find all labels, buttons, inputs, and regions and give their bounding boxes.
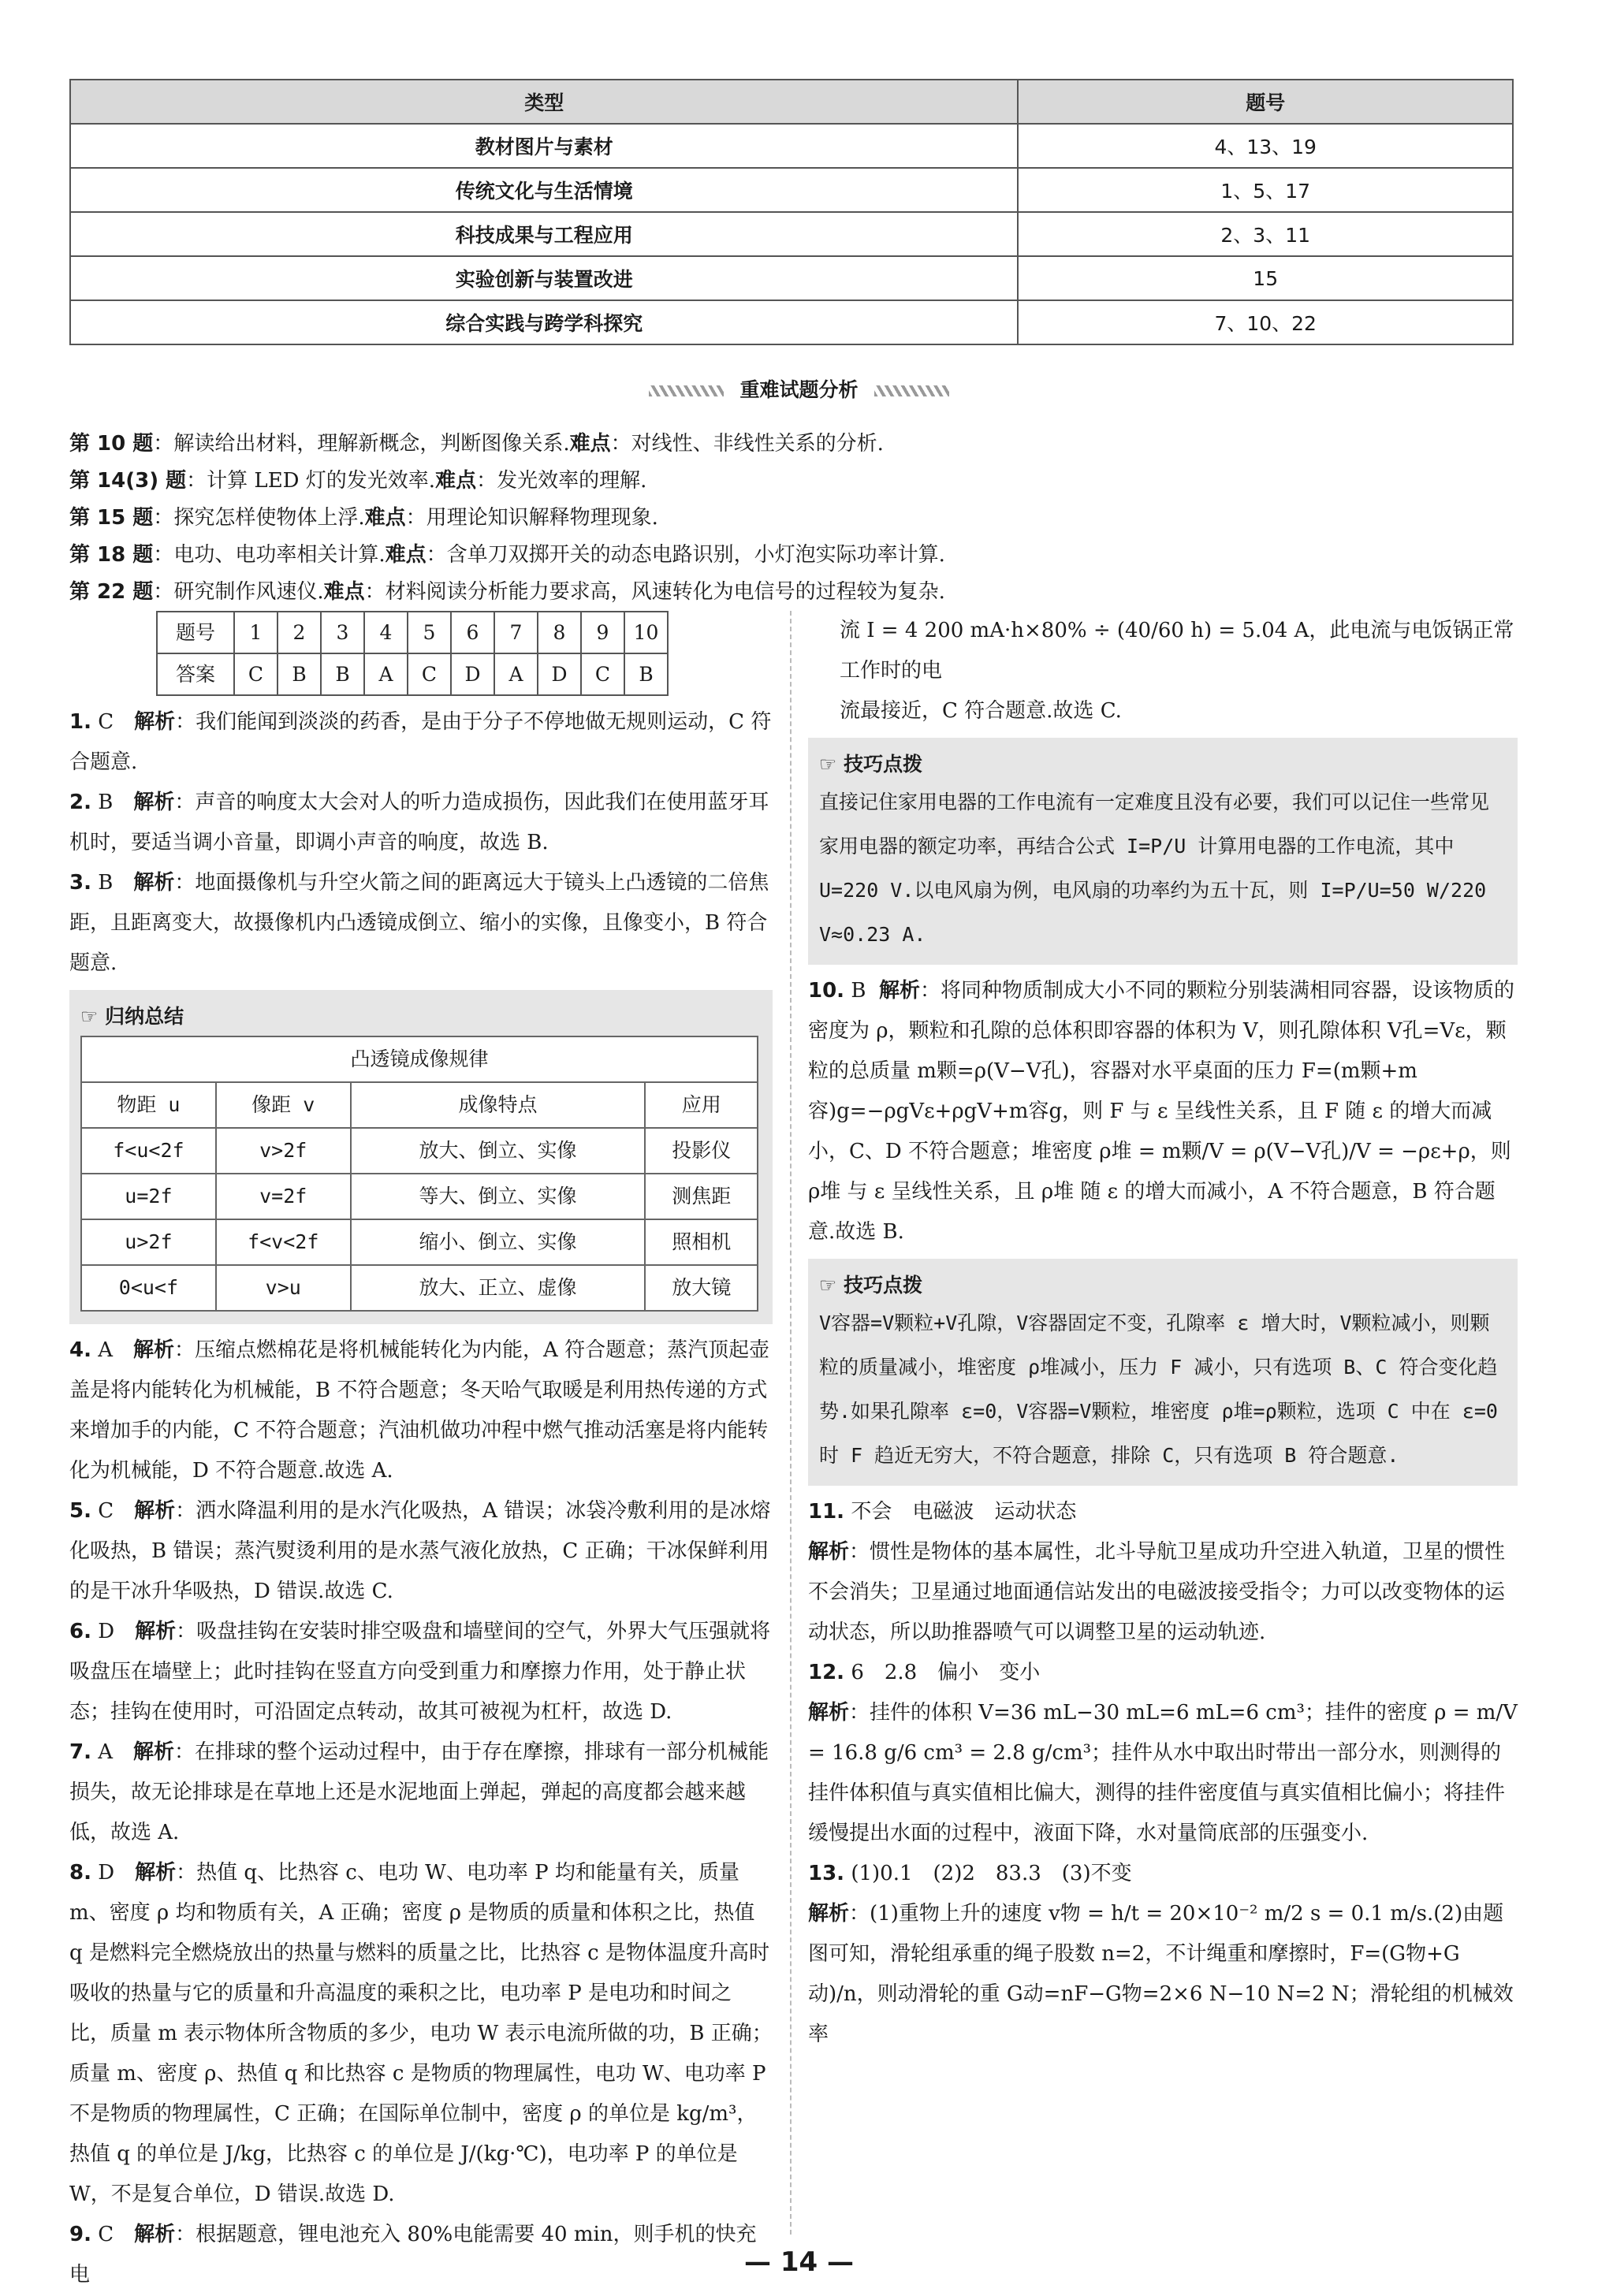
lens-table-cell: u>2f	[81, 1219, 216, 1265]
item-number: 4.	[69, 1338, 91, 1362]
item-answer: C	[98, 2223, 114, 2246]
tip1-head-text: 技巧点拨	[844, 753, 923, 776]
answer-table	[156, 611, 669, 696]
answer-number-cell: 1	[234, 612, 278, 653]
analysis-line: 第 14(3) 题：计算 LED 灯的发光效率.难点：发光效率的理解.	[69, 469, 647, 493]
answer-letter-cell: C	[408, 653, 451, 695]
lens-table-cell: 投影仪	[645, 1128, 758, 1174]
difficulty-text: 对线性、非线性关系的分析.	[631, 432, 884, 456]
summary-head	[80, 1001, 762, 1033]
item-label: 解析	[133, 871, 175, 895]
analysis-label: 第 10 题	[69, 432, 154, 456]
q13-answer: (1)0.1 (2)2 83.3 (3)不变	[851, 1862, 1132, 1885]
lens-table-cell: 放大镜	[645, 1265, 758, 1311]
table-row	[70, 300, 1513, 344]
table-row	[70, 212, 1513, 256]
answer-item	[69, 1491, 773, 1612]
left-items-1	[69, 702, 773, 984]
category-type-cell: 传统文化与生活情境	[70, 168, 1018, 212]
item-text: ：在排球的整个运动过程中，由于存在摩擦，排球有一部分机械能损失，故无论排球是在草地上还是水泥地面上弹起，弹起的高度都会越来越低，故选 A.	[69, 1740, 769, 1844]
item-number: 7.	[69, 1740, 91, 1764]
q11-text: ：惯性是物体的基本属性，北斗导航卫星成功升空进入轨道，卫星的惯性不会消失；卫星通过地面通信站发出的电磁波接受指令；力可以改变物体的运动状态，所以助推器喷气可以调整卫星的运动轨迹.	[808, 1540, 1506, 1644]
table-row	[81, 1265, 758, 1311]
lens-table-cell: f<u<2f	[81, 1128, 216, 1174]
lens-table-cell: v>u	[216, 1265, 351, 1311]
tip2-text: V容器=V颗粒+V孔隙，V容器固定不变，孔隙率 ε 增大时，V颗粒减小，则颗粒的质量减小，堆密度 ρ堆减小，压力 F 减小，只有选项 B、C 符合变化趋势.如果孔隙率 ε=0，V容器=V颗粒，堆密度 ρ堆=ρ颗粒，选项 C 中在 ε=0 时 F 趋近无穷大，不符合题意，排除 C，只有选项 B 符合题意.	[819, 1312, 1498, 1467]
analysis-text: 研究制作风速仪.	[173, 580, 324, 604]
answer-item	[69, 1732, 773, 1853]
category-type-cell: 科技成果与工程应用	[70, 212, 1018, 256]
item-label: 解析	[133, 791, 175, 814]
answer-number-cell: 2	[278, 612, 321, 653]
answer-table-row1-label: 题号	[157, 612, 234, 653]
answer-number-cell: 5	[408, 612, 451, 653]
item-answer: C	[98, 710, 114, 734]
answer-number-cell: 3	[321, 612, 364, 653]
table-row	[81, 1219, 758, 1265]
item-text: ：压缩点燃棉花是将机械能转化为内能，A 符合题意；蒸汽顶起壶盖是将内能转化为机械能，B 不符合题意；冬天哈气取暖是利用热传递的方式来增加手的内能，C 不符合题意；汽油机做功冲程中燃气推动活塞是将内能转化为机械能，D 不符合题意.故选 A.	[69, 1338, 770, 1483]
answer-number-cell: 9	[581, 612, 624, 653]
answer-item	[69, 1612, 773, 1732]
item-label: 解析	[134, 2223, 176, 2246]
title-decoration-right	[874, 385, 949, 396]
answer-letter-cell: A	[494, 653, 538, 695]
q13-text: ：(1)重物上升的速度 v物 = h/t = 20×10⁻² m/2 s = 0.1 m/s.(2)由题图可知，滑轮组承重的绳子股数 n=2，不计绳重和摩擦时，F=(G物+G动)/n，则动滑轮的重 G动=nF−G物=2×6 N−10 N=2 N；滑轮组的机械效率	[808, 1902, 1514, 2046]
tip-box-1	[808, 738, 1518, 965]
q13-item	[808, 1854, 1518, 2055]
item-number: 5.	[69, 1499, 91, 1523]
answer-letter-cell: C	[234, 653, 278, 695]
answer-letter-cell: D	[538, 653, 581, 695]
lens-table-cell: 放大、正立、虚像	[351, 1265, 646, 1311]
difficulty-label: 难点	[385, 543, 427, 567]
lens-table-cell: f<v<2f	[216, 1219, 351, 1265]
difficulty-label: 难点	[323, 580, 365, 604]
q11-answer: 不会 电磁波 运动状态	[851, 1500, 1077, 1524]
item-text: ：热值 q、比热容 c、电功 W、电功率 P 均和能量有关，质量 m、密度 ρ 均和物质有关，A 正确；密度 ρ 是物质的质量和体积之比，热值 q 是燃料完全燃烧放出的热量与燃料的质量之比，比热容 c 是物体温度升高时吸收的热量与它的质量和升高温度的乘积之比，电功率 P 是电功和时间之比，质量 m 表示物体所含物质的多少，电功 W 表示电流所做的功，B 正确；质量 m、密度 ρ、热值 q 和比热容 c 是物质的物理属性，电功 W、电功率 P 不是物质的物理属性，C 正确；在国际单位制中，密度 ρ 的单位是 kg/m³，热值 q 的单位是 J/kg，比热容 c 的单位是 J/(kg·℃)，电功率 P 的单位是 W，不是复合单位，D 错误.故选 D.	[69, 1861, 773, 2206]
analysis-text: 电功、电功率相关计算.	[173, 543, 386, 567]
category-header-type: 类型	[70, 80, 1018, 124]
item-label: 解析	[135, 1620, 177, 1643]
analysis-text: 计算 LED 灯的发光效率.	[207, 469, 436, 493]
lens-table-cell: v=2f	[216, 1174, 351, 1219]
item-label: 解析	[134, 1499, 176, 1523]
answer-letter-cell: A	[364, 653, 408, 695]
difficulty-label: 难点	[435, 469, 477, 493]
category-number-cell: 1、5、17	[1018, 168, 1513, 212]
tip1-head	[819, 749, 1507, 780]
difficulty-text: 含单刀双掷开关的动态电路识别，小灯泡实际功率计算.	[446, 543, 945, 567]
lens-table-header: 应用	[645, 1082, 758, 1128]
item-label: 解析	[135, 1861, 177, 1885]
item-number: 2.	[69, 791, 91, 814]
q13-label: 解析	[808, 1902, 850, 1926]
tip2-head-text: 技巧点拨	[844, 1274, 923, 1297]
answer-number-cell: 7	[494, 612, 538, 653]
q11-item	[808, 1492, 1518, 1653]
q10-answer: B	[851, 979, 866, 1003]
item-number: 3.	[69, 871, 91, 895]
q12-answer: 6 2.8 偏小 变小	[851, 1661, 1041, 1684]
analysis-line: 第 22 题：研究制作风速仪.难点：材料阅读分析能力要求高，风速转化为电信号的过程较为复杂.	[69, 580, 945, 604]
analysis-line: 第 18 题：电功、电功率相关计算.难点：含单刀双掷开关的动态电路识别，小灯泡实际功率计算.	[69, 543, 945, 567]
analysis-label: 第 14(3) 题	[69, 469, 187, 493]
item-answer: B	[98, 871, 114, 895]
q13-num: 13.	[808, 1862, 845, 1885]
table-row	[81, 1128, 758, 1174]
analysis-list	[69, 426, 1520, 611]
item-number: 6.	[69, 1620, 91, 1643]
q12-label: 解析	[808, 1701, 850, 1725]
item-answer: D	[98, 1620, 115, 1643]
q10-label: 解析	[878, 979, 920, 1003]
analysis-label: 第 18 题	[69, 543, 154, 567]
item-text: ：地面摄像机与升空火箭之间的距离远大于镜头上凸透镜的二倍焦距，且距离变大，故摄像机内凸透镜成倒立、缩小的实像，且像变小，B 符合题意.	[69, 871, 769, 975]
answer-item	[69, 1853, 773, 2215]
item-number: 9.	[69, 2223, 91, 2246]
item-number: 1.	[69, 710, 91, 734]
q12-num: 12.	[808, 1661, 845, 1684]
category-type-cell: 实验创新与装置改进	[70, 256, 1018, 300]
item-answer: D	[98, 1861, 115, 1885]
category-number-cell: 15	[1018, 256, 1513, 300]
section-title	[0, 374, 1598, 403]
category-header-number: 题号	[1018, 80, 1513, 124]
lens-table-cell: 照相机	[645, 1219, 758, 1265]
analysis-label: 第 15 题	[69, 506, 154, 530]
category-number-cell: 7、10、22	[1018, 300, 1513, 344]
lens-table-cell: u=2f	[81, 1174, 216, 1219]
lens-table-header: 像距 v	[216, 1082, 351, 1128]
item-label: 解析	[133, 1338, 175, 1362]
item-answer: A	[98, 1338, 114, 1362]
q10-num: 10.	[808, 979, 845, 1003]
q10-item	[808, 971, 1518, 1252]
item-answer: C	[98, 1499, 114, 1523]
analysis-label: 第 22 题	[69, 580, 154, 604]
answer-letter-cell: B	[624, 653, 668, 695]
lens-table-cell: 0<u<f	[81, 1265, 216, 1311]
lens-table	[80, 1036, 758, 1312]
left-items-2	[69, 1330, 773, 2295]
answer-item	[69, 1330, 773, 1491]
q11-num: 11.	[808, 1500, 845, 1524]
category-number-cell: 2、3、11	[1018, 212, 1513, 256]
item-number: 8.	[69, 1861, 91, 1885]
table-row	[70, 124, 1513, 168]
analysis-line: 第 15 题：探究怎样使物体上浮.难点：用理论知识解释物理现象.	[69, 506, 658, 530]
item-text: ：洒水降温利用的是水汽化吸热，A 错误；冰袋冷敷利用的是冰熔化吸热，B 错误；蒸汽熨烫利用的是水蒸气液化放热，C 正确；干冰保鲜利用的是干冰升华吸热，D 错误.故选 C.	[69, 1499, 771, 1603]
analysis-line: 第 10 题：解读给出材料，理解新概念，判断图像关系.难点：对线性、非线性关系的分析.	[69, 432, 884, 456]
tip2-head	[819, 1270, 1507, 1301]
q12-item	[808, 1653, 1518, 1854]
category-type-cell: 教材图片与素材	[70, 124, 1018, 168]
analysis-text: 解读给出材料，理解新概念，判断图像关系.	[173, 432, 570, 456]
lens-table-header: 物距 u	[81, 1082, 216, 1128]
item-label: 解析	[133, 1740, 175, 1764]
analysis-text: 探究怎样使物体上浮.	[173, 506, 365, 530]
left-column	[69, 611, 773, 2295]
column-divider	[790, 611, 792, 2235]
lens-table-title: 凸透镜成像规律	[81, 1036, 758, 1082]
page-number: — 14 —	[744, 2246, 854, 2278]
answer-letter-cell: D	[451, 653, 494, 695]
q10-text: ：将同种物质制成大小不同的颗粒分别装满相同容器，设该物质的密度为 ρ，颗粒和孔隙的总体积即容器的体积为 V，则孔隙体积 V孔=Vε，颗粒的总质量 m颗=ρ(V−V孔)，容器对水平桌面的压力 F=(m颗+m容)g=−ρgVε+ρgV+m容g，则 F 与 ε 呈线性关系，且 F 随 ε 的增大而减小，C、D 不符合题意；堆密度 ρ堆 = m颗/V = ρ(V−V孔)/V = −ρε+ρ，则 ρ堆 与 ε 呈线性关系，且 ρ堆 随 ε 的增大而减小，A 不符合题意，B 符合题意.故选 B.	[808, 979, 1514, 1244]
answer-table-row2-label: 答案	[157, 653, 234, 695]
right-column	[808, 611, 1518, 2055]
difficulty-label: 难点	[364, 506, 406, 530]
hand-pointer-icon: ☞	[80, 1005, 106, 1028]
tip1-text: 直接记住家用电器的工作电流有一定难度且没有必要，我们可以记住一些常见家用电器的额定功率，再结合公式 I=P/U 计算用电器的工作电流，其中 U=220 V.以电风扇为例，电风扇的功率约为五十瓦，则 I=P/U=50 W/220 V≈0.23 A.	[819, 791, 1490, 946]
lens-table-cell: 测焦距	[645, 1174, 758, 1219]
summary-box	[69, 990, 773, 1324]
lens-table-cell: v>2f	[216, 1128, 351, 1174]
category-type-cell: 综合实践与跨学科探究	[70, 300, 1018, 344]
item-answer: A	[98, 1740, 114, 1764]
lens-table-cell: 缩小、倒立、实像	[351, 1219, 646, 1265]
answer-item	[69, 702, 773, 783]
item-label: 解析	[134, 710, 176, 734]
section-title-text: 重难试题分析	[739, 378, 859, 401]
answer-number-cell: 8	[538, 612, 581, 653]
q9-end: 流最接近，C 符合题意.故选 C.	[840, 699, 1122, 723]
lens-table-cell: 等大、倒立、实像	[351, 1174, 646, 1219]
table-row	[70, 256, 1513, 300]
item-text: ：吸盘挂钩在安装时排空吸盘和墙壁间的空气，外界大气压强就将吸盘压在墙壁上；此时挂钩在竖直方向受到重力和摩擦力作用，处于静止状态；挂钩在使用时，可沿固定点转动，故其可被视为杠杆，故选 D.	[69, 1620, 771, 1724]
hand-pointer-icon: ☞	[819, 1274, 844, 1297]
answer-number-cell: 10	[624, 612, 668, 653]
difficulty-text: 发光效率的理解.	[497, 469, 647, 493]
q11-label: 解析	[808, 1540, 850, 1564]
category-table	[69, 79, 1514, 345]
answer-letter-cell: B	[278, 653, 321, 695]
answer-number-cell: 4	[364, 612, 408, 653]
difficulty-text: 材料阅读分析能力要求高，风速转化为电信号的过程较为复杂.	[385, 580, 945, 604]
hand-pointer-icon: ☞	[819, 753, 844, 776]
answer-letter-cell: B	[321, 653, 364, 695]
answer-item	[69, 863, 773, 984]
item-answer: B	[98, 791, 114, 814]
item-text: ：我们能闻到淡淡的药香，是由于分子不停地做无规则运动，C 符合题意.	[69, 710, 772, 774]
title-decoration-left	[649, 385, 724, 396]
answer-letter-cell: C	[581, 653, 624, 695]
table-row	[81, 1174, 758, 1219]
lens-table-cell: 放大、倒立、实像	[351, 1128, 646, 1174]
lens-table-header: 成像特点	[351, 1082, 646, 1128]
answer-item	[69, 783, 773, 863]
difficulty-text: 用理论知识解释物理现象.	[426, 506, 658, 530]
item-text: ：根据题意，锂电池充入 80%电能需要 40 min，则手机的快充电	[69, 2223, 757, 2287]
q12-text: ：挂件的体积 V=36 mL−30 mL=6 mL=6 cm³；挂件的密度 ρ = m/V = 16.8 g/6 cm³ = 2.8 g/cm³；挂件从水中取出时带出一部分水，则测得的挂件体积值与真实值相比偏大，测得的挂件密度值与真实值相比偏小；将挂件缓慢提出水面的过程中，液面下降，水对量筒底部的压强变小.	[808, 1701, 1518, 1845]
table-row	[70, 168, 1513, 212]
difficulty-label: 难点	[569, 432, 611, 456]
tip-box-2	[808, 1259, 1518, 1486]
item-text: ：声音的响度太大会对人的听力造成损伤，因此我们在使用蓝牙耳机时，要适当调小音量，即调小声音的响度，故选 B.	[69, 791, 769, 854]
answer-number-cell: 6	[451, 612, 494, 653]
category-number-cell: 4、13、19	[1018, 124, 1513, 168]
summary-head-text: 归纳总结	[105, 1005, 184, 1028]
q9-formula: 流 I = 4 200 mA·h×80% ÷ (40/60 h) = 5.04 A，此电流与电饭锅正常工作时的电	[840, 619, 1514, 683]
